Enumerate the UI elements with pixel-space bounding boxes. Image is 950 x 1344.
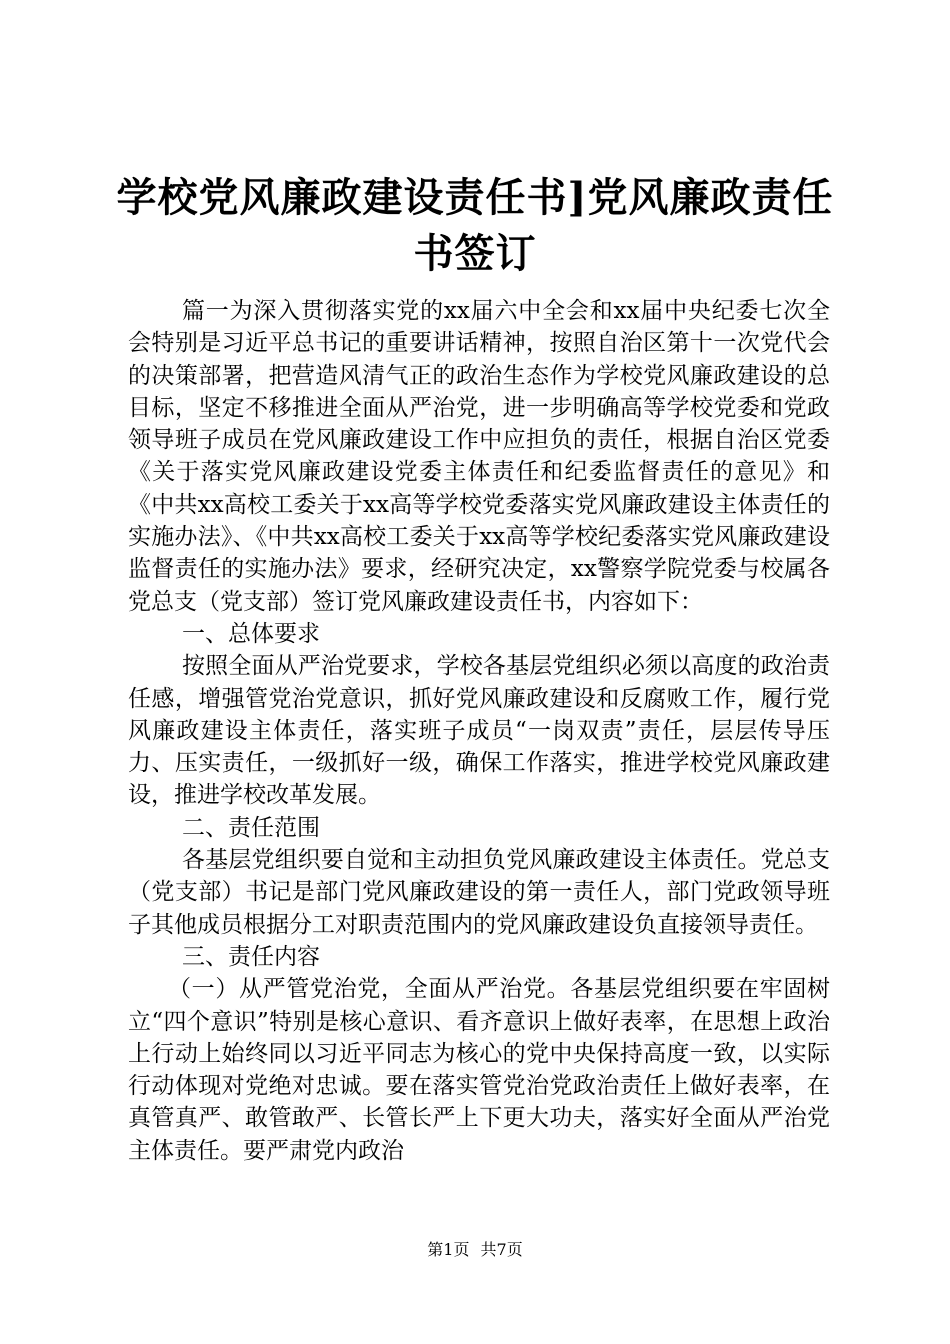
page-footer — [0, 1240, 950, 1260]
intro-paragraph: 篇一为深入贯彻落实党的xx届六中全会和xx届中央纪委七次全会特别是习近平总书记的重要讲话精神，按照自治区第十一次党代会的决策部署，把营造风清气正的政治生态作为学校党风廉政建设的总目标，坚定不移推进全面从严治党，进一步明确高等学校党委和党政领导班子成员在党风廉政建设工作中应担负的责任，根据自治区党委《关于落实党风廉政建设党委主体责任和纪委监督责任的意见》和《中共xx高校工委关于xx高等学校党委落实党风廉政建设主体责任的实施办法》、《中共xx高校工委关于xx高等学校纪委落实党风廉政建设监督责任的实施办法》要求，经研究决定，xx警察学院党委与校属各党总支（党支部）签订党风廉政建设责任书，内容如下： — [128, 298, 830, 615]
scope-paragraph: 各基层党组织要自觉和主动担负党风廉政建设主体责任。党总支（党支部）书记是部门党风廉政建设的第一责任人，部门党政领导班子其他成员根据分工对职责范围内的党风廉政建设负直接领导责任。 — [128, 847, 830, 938]
section-heading-overall: 一、总体要求 — [182, 620, 320, 647]
section-heading-content: 三、责任内容 — [182, 943, 320, 970]
document-title: 学校党风廉政建设责任书]党风廉政责任书签订 — [116, 174, 834, 277]
section-heading-scope: 二、责任范围 — [182, 814, 320, 841]
document-body — [128, 295, 830, 1167]
page-total: 共7页 — [480, 1240, 523, 1259]
overall-paragraph: 按照全面从严治党要求，学校各基层党组织必须以高度的政治责任感，增强管党治党意识，抓好党风廉政建设和反腐败工作，履行党风廉政建设主体责任，落实班子成员“一岗双责”责任，层层传导压力、压实责任，一级抓好一级，确保工作落实，推进学校党风廉政建设，推进学校改革发展。 — [128, 653, 830, 809]
content-paragraph: （一）从严管党治党，全面从严治党。各基层党组织要在牢固树立“四个意识”特别是核心意识、看齐意识上做好表率，在思想上政治上行动上始终同以习近平同志为核心的党中央保持高度一致，以实际行动体现对党绝对忠诚。要在落实管党治党政治责任上做好表率，在真管真严、敢管敢严、长管长严上下更大功夫，落实好全面从严治党主体责任。要严肃党内政治 — [128, 976, 830, 1164]
page-number: 第1页 — [427, 1240, 470, 1259]
